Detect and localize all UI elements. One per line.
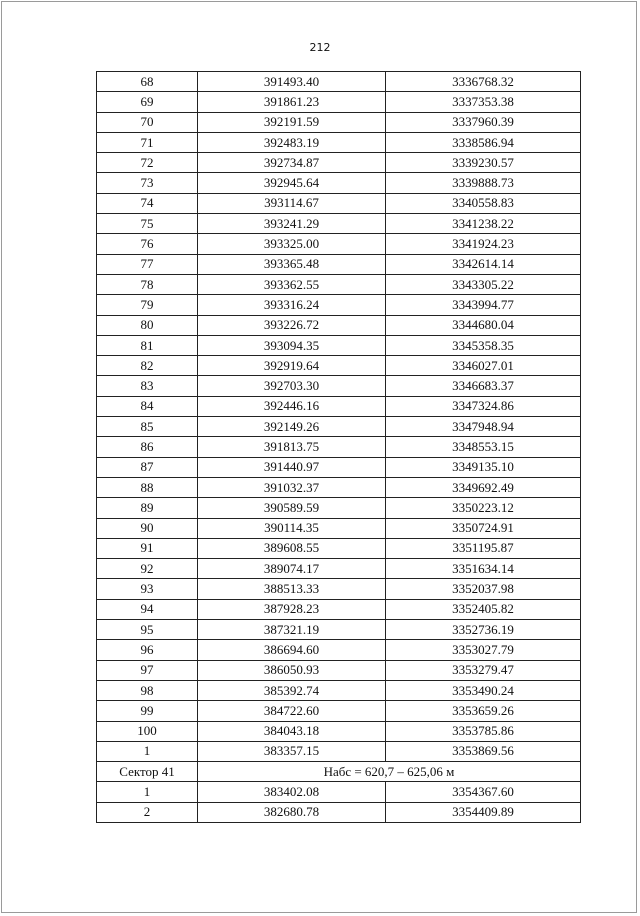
point-number-cell: 70 bbox=[97, 112, 198, 132]
point-number-cell: 73 bbox=[97, 173, 198, 193]
point-number-cell: 80 bbox=[97, 315, 198, 335]
table-row bbox=[97, 620, 581, 640]
table-row bbox=[97, 335, 581, 355]
x-coordinate-cell: 385392.74 bbox=[198, 680, 386, 700]
table-row bbox=[97, 782, 581, 802]
y-coordinate-cell: 3352037.98 bbox=[386, 579, 581, 599]
y-coordinate-cell: 3338586.94 bbox=[386, 132, 581, 152]
point-number-cell: 87 bbox=[97, 457, 198, 477]
point-number-cell: 82 bbox=[97, 356, 198, 376]
point-number-cell: 79 bbox=[97, 295, 198, 315]
x-coordinate-cell: 388513.33 bbox=[198, 579, 386, 599]
x-coordinate-cell: 393362.55 bbox=[198, 274, 386, 294]
y-coordinate-cell: 3336768.32 bbox=[386, 72, 581, 92]
table-row bbox=[97, 579, 581, 599]
x-coordinate-cell: 383357.15 bbox=[198, 741, 386, 761]
table-row bbox=[97, 153, 581, 173]
table-row bbox=[97, 741, 581, 761]
y-coordinate-cell: 3353869.56 bbox=[386, 741, 581, 761]
x-coordinate-cell: 393325.00 bbox=[198, 234, 386, 254]
x-coordinate-cell: 391032.37 bbox=[198, 477, 386, 497]
y-coordinate-cell: 3339230.57 bbox=[386, 153, 581, 173]
y-coordinate-cell: 3350724.91 bbox=[386, 518, 581, 538]
coordinates-table bbox=[96, 71, 581, 823]
point-number-cell: 89 bbox=[97, 498, 198, 518]
table-row bbox=[97, 173, 581, 193]
y-coordinate-cell: 3354367.60 bbox=[386, 782, 581, 802]
x-coordinate-cell: 382680.78 bbox=[198, 802, 386, 822]
y-coordinate-cell: 3346027.01 bbox=[386, 356, 581, 376]
x-coordinate-cell: 384722.60 bbox=[198, 701, 386, 721]
point-number-cell: 76 bbox=[97, 234, 198, 254]
point-number-cell: 75 bbox=[97, 214, 198, 234]
y-coordinate-cell: 3346683.37 bbox=[386, 376, 581, 396]
table-row bbox=[97, 214, 581, 234]
x-coordinate-cell: 387321.19 bbox=[198, 620, 386, 640]
table-row bbox=[97, 640, 581, 660]
x-coordinate-cell: 393114.67 bbox=[198, 193, 386, 213]
point-number-cell: 90 bbox=[97, 518, 198, 538]
y-coordinate-cell: 3343994.77 bbox=[386, 295, 581, 315]
x-coordinate-cell: 391813.75 bbox=[198, 437, 386, 457]
table-row bbox=[97, 132, 581, 152]
x-coordinate-cell: 393094.35 bbox=[198, 335, 386, 355]
y-coordinate-cell: 3342614.14 bbox=[386, 254, 581, 274]
x-coordinate-cell: 383402.08 bbox=[198, 782, 386, 802]
x-coordinate-cell: 392703.30 bbox=[198, 376, 386, 396]
table-row bbox=[97, 376, 581, 396]
x-coordinate-cell: 392734.87 bbox=[198, 153, 386, 173]
table-row bbox=[97, 518, 581, 538]
x-coordinate-cell: 390589.59 bbox=[198, 498, 386, 518]
page-number: 212 bbox=[309, 41, 331, 54]
x-coordinate-cell: 392149.26 bbox=[198, 417, 386, 437]
table-row bbox=[97, 599, 581, 619]
table-row bbox=[97, 802, 581, 822]
y-coordinate-cell: 3345358.35 bbox=[386, 335, 581, 355]
table-row bbox=[97, 72, 581, 92]
table-row bbox=[97, 538, 581, 558]
y-coordinate-cell: 3341924.23 bbox=[386, 234, 581, 254]
y-coordinate-cell: 3339888.73 bbox=[386, 173, 581, 193]
y-coordinate-cell: 3349692.49 bbox=[386, 477, 581, 497]
table-row bbox=[97, 92, 581, 112]
y-coordinate-cell: 3340558.83 bbox=[386, 193, 581, 213]
point-number-cell: 100 bbox=[97, 721, 198, 741]
x-coordinate-cell: 393365.48 bbox=[198, 254, 386, 274]
table-row bbox=[97, 193, 581, 213]
point-number-cell: 2 bbox=[97, 802, 198, 822]
x-coordinate-cell: 386050.93 bbox=[198, 660, 386, 680]
table-row bbox=[97, 498, 581, 518]
point-number-cell: 1 bbox=[97, 741, 198, 761]
y-coordinate-cell: 3352405.82 bbox=[386, 599, 581, 619]
x-coordinate-cell: 389074.17 bbox=[198, 559, 386, 579]
point-number-cell: 91 bbox=[97, 538, 198, 558]
x-coordinate-cell: 392919.64 bbox=[198, 356, 386, 376]
x-coordinate-cell: 392483.19 bbox=[198, 132, 386, 152]
y-coordinate-cell: 3351195.87 bbox=[386, 538, 581, 558]
point-number-cell: 78 bbox=[97, 274, 198, 294]
point-number-cell: 88 bbox=[97, 477, 198, 497]
point-number-cell: 84 bbox=[97, 396, 198, 416]
point-number-cell: 97 bbox=[97, 660, 198, 680]
y-coordinate-cell: 3353785.86 bbox=[386, 721, 581, 741]
x-coordinate-cell: 389608.55 bbox=[198, 538, 386, 558]
table-row bbox=[97, 254, 581, 274]
x-coordinate-cell: 392945.64 bbox=[198, 173, 386, 193]
y-coordinate-cell: 3349135.10 bbox=[386, 457, 581, 477]
table-row bbox=[97, 701, 581, 721]
x-coordinate-cell: 393316.24 bbox=[198, 295, 386, 315]
y-coordinate-cell: 3353027.79 bbox=[386, 640, 581, 660]
point-number-cell: 85 bbox=[97, 417, 198, 437]
x-coordinate-cell: 393241.29 bbox=[198, 214, 386, 234]
point-number-cell: 96 bbox=[97, 640, 198, 660]
y-coordinate-cell: 3341238.22 bbox=[386, 214, 581, 234]
point-number-cell: 93 bbox=[97, 579, 198, 599]
x-coordinate-cell: 387928.23 bbox=[198, 599, 386, 619]
table-row bbox=[97, 234, 581, 254]
table-row bbox=[97, 660, 581, 680]
point-number-cell: 95 bbox=[97, 620, 198, 640]
table-row bbox=[97, 437, 581, 457]
table-row bbox=[97, 457, 581, 477]
point-number-cell: 94 bbox=[97, 599, 198, 619]
y-coordinate-cell: 3353279.47 bbox=[386, 660, 581, 680]
table-row bbox=[97, 315, 581, 335]
y-coordinate-cell: 3353659.26 bbox=[386, 701, 581, 721]
table-row bbox=[97, 112, 581, 132]
point-number-cell: 72 bbox=[97, 153, 198, 173]
y-coordinate-cell: 3337353.38 bbox=[386, 92, 581, 112]
point-number-cell: 77 bbox=[97, 254, 198, 274]
sector-header-row bbox=[97, 762, 581, 782]
table-row bbox=[97, 559, 581, 579]
y-coordinate-cell: 3350223.12 bbox=[386, 498, 581, 518]
table-row bbox=[97, 356, 581, 376]
point-number-cell: 68 bbox=[97, 72, 198, 92]
x-coordinate-cell: 386694.60 bbox=[198, 640, 386, 660]
y-coordinate-cell: 3348553.15 bbox=[386, 437, 581, 457]
y-coordinate-cell: 3354409.89 bbox=[386, 802, 581, 822]
table-row bbox=[97, 396, 581, 416]
y-coordinate-cell: 3347948.94 bbox=[386, 417, 581, 437]
point-number-cell: 98 bbox=[97, 680, 198, 700]
x-coordinate-cell: 390114.35 bbox=[198, 518, 386, 538]
x-coordinate-cell: 392446.16 bbox=[198, 396, 386, 416]
point-number-cell: 83 bbox=[97, 376, 198, 396]
x-coordinate-cell: 393226.72 bbox=[198, 315, 386, 335]
x-coordinate-cell: 391493.40 bbox=[198, 72, 386, 92]
x-coordinate-cell: 391861.23 bbox=[198, 92, 386, 112]
point-number-cell: 99 bbox=[97, 701, 198, 721]
sector-label: Сектор 41 bbox=[97, 762, 198, 782]
table-row bbox=[97, 680, 581, 700]
table-row bbox=[97, 274, 581, 294]
table-row bbox=[97, 417, 581, 437]
table-row bbox=[97, 295, 581, 315]
point-number-cell: 71 bbox=[97, 132, 198, 152]
x-coordinate-cell: 384043.18 bbox=[198, 721, 386, 741]
table-row bbox=[97, 721, 581, 741]
point-number-cell: 86 bbox=[97, 437, 198, 457]
y-coordinate-cell: 3344680.04 bbox=[386, 315, 581, 335]
point-number-cell: 81 bbox=[97, 335, 198, 355]
point-number-cell: 1 bbox=[97, 782, 198, 802]
y-coordinate-cell: 3353490.24 bbox=[386, 680, 581, 700]
y-coordinate-cell: 3343305.22 bbox=[386, 274, 581, 294]
x-coordinate-cell: 392191.59 bbox=[198, 112, 386, 132]
sector-height: Набс = 620,7 – 625,06 м bbox=[198, 762, 581, 782]
y-coordinate-cell: 3337960.39 bbox=[386, 112, 581, 132]
y-coordinate-cell: 3347324.86 bbox=[386, 396, 581, 416]
table-row bbox=[97, 477, 581, 497]
x-coordinate-cell: 391440.97 bbox=[198, 457, 386, 477]
point-number-cell: 92 bbox=[97, 559, 198, 579]
point-number-cell: 74 bbox=[97, 193, 198, 213]
y-coordinate-cell: 3351634.14 bbox=[386, 559, 581, 579]
point-number-cell: 69 bbox=[97, 92, 198, 112]
y-coordinate-cell: 3352736.19 bbox=[386, 620, 581, 640]
